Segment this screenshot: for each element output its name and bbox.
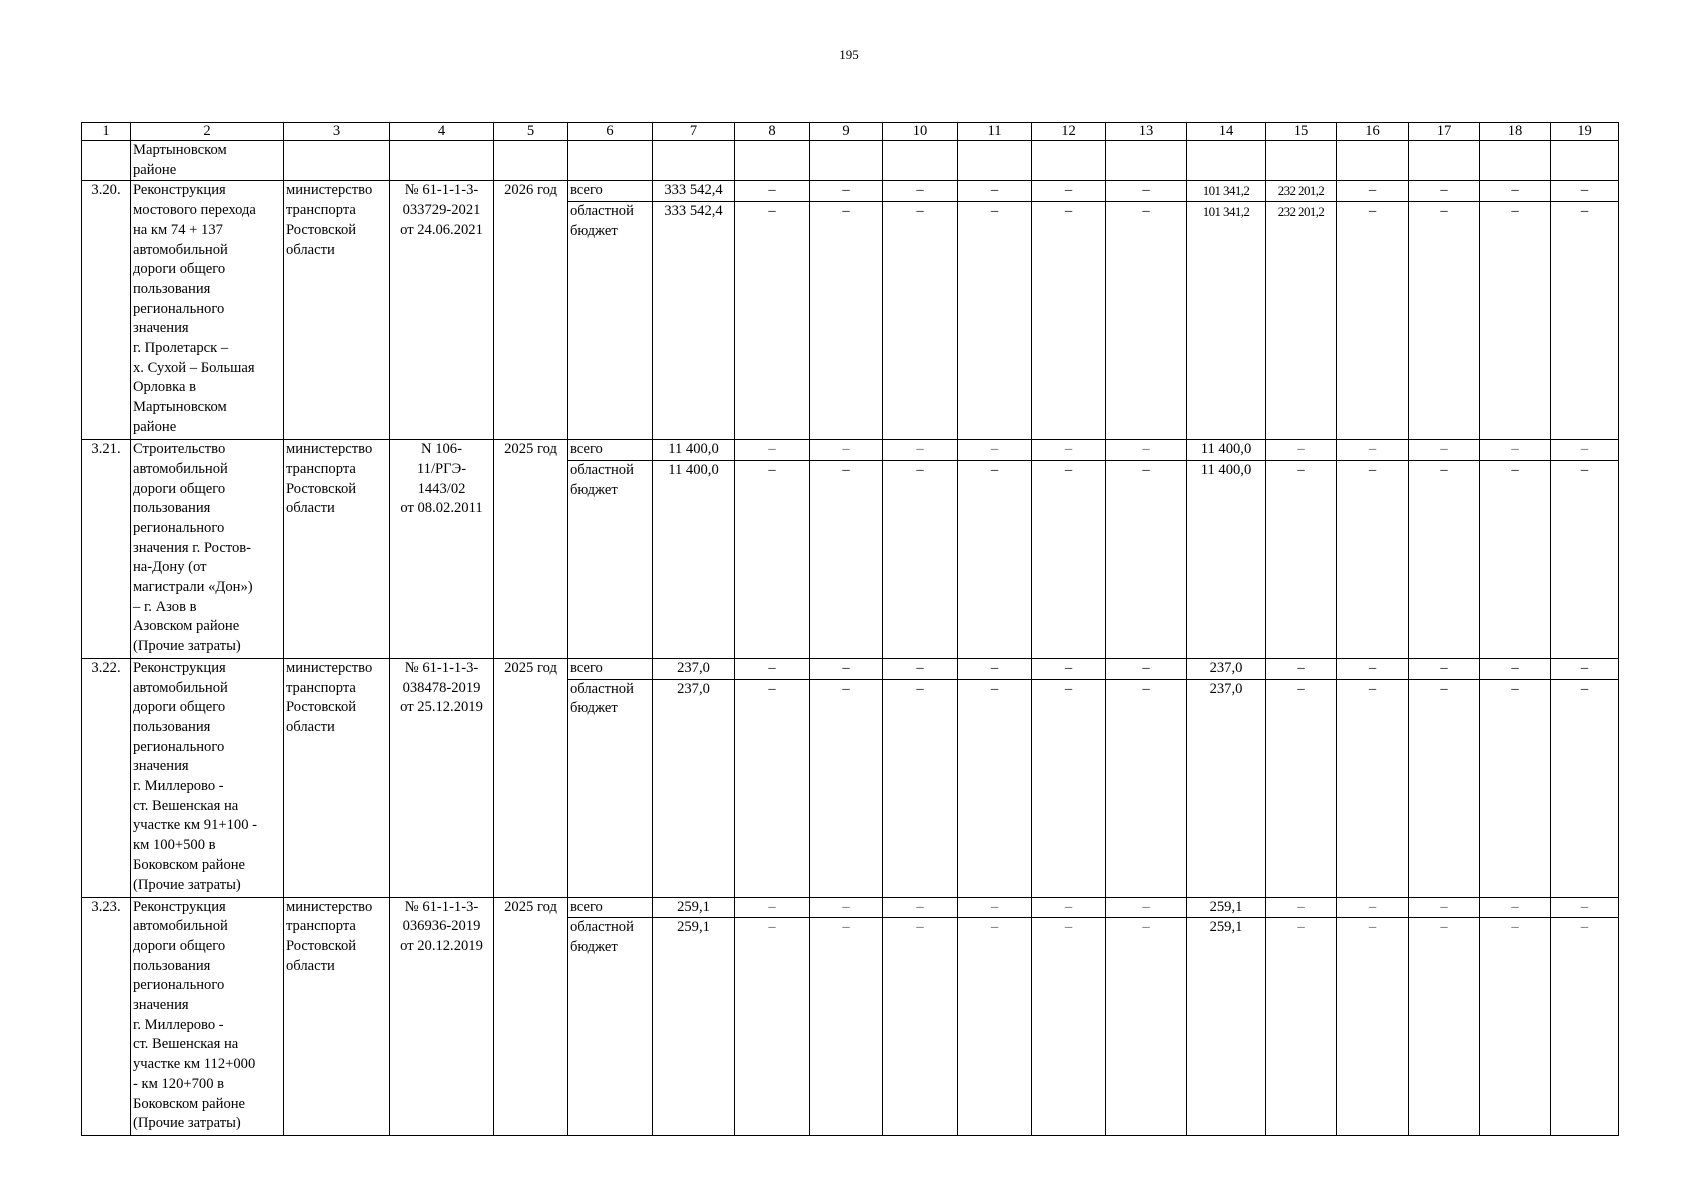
funding-source: областной бюджет — [568, 460, 653, 658]
entry-name: Строительство автомобильной дороги общего пользования регионального значения г. Ростов- на-Дону (от магистрали «Дон») – г. Азов в Азовском районе (Прочие затраты) — [131, 440, 284, 659]
entry-organization: министерство транспорта Ростовской области — [284, 181, 390, 440]
header-row — [82, 123, 1619, 141]
year-value-15: – — [1266, 460, 1337, 658]
year-value-12: – — [1032, 440, 1106, 461]
year-value-9: – — [810, 460, 883, 658]
year-value-8: – — [735, 679, 810, 897]
funding-source: всего — [568, 181, 653, 202]
funding-source: всего — [568, 440, 653, 461]
entry-number: 3.23. — [82, 897, 131, 1136]
year-value-19: – — [1551, 181, 1619, 202]
entry-organization: министерство транспорта Ростовской области — [284, 897, 390, 1136]
year-value-16: – — [1337, 460, 1409, 658]
year-value-19: – — [1551, 202, 1619, 440]
year-value-14: 101 341,2 — [1187, 181, 1266, 202]
year-value-14: 11 400,0 — [1187, 440, 1266, 461]
year-value-16: – — [1337, 202, 1409, 440]
column-header-16: 16 — [1337, 123, 1409, 141]
year-value-18: – — [1480, 897, 1551, 918]
year-value-13: – — [1106, 897, 1187, 918]
year-value-12: – — [1032, 181, 1106, 202]
year-value-12: – — [1032, 897, 1106, 918]
year-value-14: 259,1 — [1187, 897, 1266, 918]
year-value-9: – — [810, 658, 883, 679]
entry-year: 2025 год — [494, 440, 568, 659]
year-value-16: – — [1337, 181, 1409, 202]
entry-year: 2025 год — [494, 658, 568, 897]
entry-row-total — [82, 658, 1619, 679]
funding-source: всего — [568, 897, 653, 918]
year-value-19: – — [1551, 440, 1619, 461]
year-value-8: – — [735, 460, 810, 658]
continuation-name-cell: Мартыновском районе — [131, 141, 284, 181]
column-header-4: 4 — [390, 123, 494, 141]
year-value-14: 101 341,2 — [1187, 202, 1266, 440]
year-value-13: – — [1106, 202, 1187, 440]
column-header-5: 5 — [494, 123, 568, 141]
year-value-10: – — [883, 918, 958, 1136]
column-header-7: 7 — [653, 123, 735, 141]
year-value-13: – — [1106, 181, 1187, 202]
year-value-17: – — [1409, 181, 1480, 202]
column-header-11: 11 — [958, 123, 1032, 141]
year-value-11: – — [958, 918, 1032, 1136]
table-body — [82, 141, 1619, 1136]
year-value-8: – — [735, 658, 810, 679]
year-value-10: – — [883, 202, 958, 440]
column-header-3: 3 — [284, 123, 390, 141]
year-value-15: – — [1266, 440, 1337, 461]
total-value: 11 400,0 — [653, 460, 735, 658]
year-value-14: 237,0 — [1187, 658, 1266, 679]
year-value-11: – — [958, 460, 1032, 658]
year-value-13: – — [1106, 918, 1187, 1136]
year-value-15: – — [1266, 918, 1337, 1136]
year-value-18: – — [1480, 181, 1551, 202]
column-header-18: 18 — [1480, 123, 1551, 141]
entry-number: 3.20. — [82, 181, 131, 440]
year-value-13: – — [1106, 658, 1187, 679]
column-header-10: 10 — [883, 123, 958, 141]
column-header-15: 15 — [1266, 123, 1337, 141]
year-value-14: 237,0 — [1187, 679, 1266, 897]
year-value-11: – — [958, 897, 1032, 918]
year-value-17: – — [1409, 658, 1480, 679]
year-value-17: – — [1409, 202, 1480, 440]
year-value-18: – — [1480, 460, 1551, 658]
year-value-15: – — [1266, 679, 1337, 897]
year-value-18: – — [1480, 202, 1551, 440]
year-value-12: – — [1032, 202, 1106, 440]
year-value-12: – — [1032, 679, 1106, 897]
total-value: 259,1 — [653, 918, 735, 1136]
total-value: 333 542,4 — [653, 181, 735, 202]
entry-number: 3.22. — [82, 658, 131, 897]
year-value-16: – — [1337, 897, 1409, 918]
total-value: 237,0 — [653, 658, 735, 679]
entry-document: № 61-1-1-3- 036936-2019 от 20.12.2019 — [390, 897, 494, 1136]
year-value-8: – — [735, 181, 810, 202]
year-value-11: – — [958, 181, 1032, 202]
year-value-16: – — [1337, 658, 1409, 679]
year-value-19: – — [1551, 918, 1619, 1136]
program-table — [81, 122, 1619, 1136]
year-value-11: – — [958, 440, 1032, 461]
entry-year: 2025 год — [494, 897, 568, 1136]
year-value-15: – — [1266, 897, 1337, 918]
column-header-8: 8 — [735, 123, 810, 141]
entry-name: Реконструкция автомобильной дороги общего пользования регионального значения г. Миллерово - ст. Вешенская на участке км 112+000 - км 120+700 в Боковском районе (Прочие затраты) — [131, 897, 284, 1136]
entry-organization: министерство транспорта Ростовской области — [284, 658, 390, 897]
year-value-9: – — [810, 918, 883, 1136]
total-value: 333 542,4 — [653, 202, 735, 440]
year-value-9: – — [810, 202, 883, 440]
year-value-16: – — [1337, 440, 1409, 461]
year-value-9: – — [810, 181, 883, 202]
column-header-13: 13 — [1106, 123, 1187, 141]
year-value-12: – — [1032, 918, 1106, 1136]
continuation-num-cell — [82, 141, 131, 181]
column-header-14: 14 — [1187, 123, 1266, 141]
year-value-19: – — [1551, 658, 1619, 679]
entry-row-total — [82, 897, 1619, 918]
year-value-10: – — [883, 440, 958, 461]
year-value-18: – — [1480, 918, 1551, 1136]
year-value-8: – — [735, 897, 810, 918]
year-value-19: – — [1551, 679, 1619, 897]
entry-row-total — [82, 181, 1619, 202]
year-value-17: – — [1409, 918, 1480, 1136]
funding-source: всего — [568, 658, 653, 679]
entry-row-total — [82, 440, 1619, 461]
year-value-15: 232 201,2 — [1266, 202, 1337, 440]
column-number-header — [82, 123, 1619, 141]
year-value-11: – — [958, 679, 1032, 897]
entry-organization: министерство транспорта Ростовской области — [284, 440, 390, 659]
year-value-9: – — [810, 897, 883, 918]
year-value-10: – — [883, 658, 958, 679]
entry-name: Реконструкция автомобильной дороги общего пользования регионального значения г. Миллерово - ст. Вешенская на участке км 91+100 - км 100+500 в Боковском районе (Прочие затраты) — [131, 658, 284, 897]
year-value-17: – — [1409, 460, 1480, 658]
year-value-15: 232 201,2 — [1266, 181, 1337, 202]
funding-source: областной бюджет — [568, 918, 653, 1136]
year-value-18: – — [1480, 658, 1551, 679]
year-value-10: – — [883, 181, 958, 202]
year-value-10: – — [883, 460, 958, 658]
entry-name: Реконструкция мостового перехода на км 74 + 137 автомобильной дороги общего пользования регионального значения г. Пролетарск – х. Сухой – Большая Орловка в Мартыновском районе — [131, 181, 284, 440]
column-header-1: 1 — [82, 123, 131, 141]
year-value-18: – — [1480, 679, 1551, 897]
entry-document: № 61-1-1-3- 038478-2019 от 25.12.2019 — [390, 658, 494, 897]
year-value-10: – — [883, 679, 958, 897]
year-value-17: – — [1409, 897, 1480, 918]
total-value: 11 400,0 — [653, 440, 735, 461]
continuation-row — [82, 141, 1619, 181]
funding-source: областной бюджет — [568, 679, 653, 897]
year-value-17: – — [1409, 440, 1480, 461]
year-value-19: – — [1551, 460, 1619, 658]
year-value-18: – — [1480, 440, 1551, 461]
year-value-17: – — [1409, 679, 1480, 897]
total-value: 237,0 — [653, 679, 735, 897]
year-value-13: – — [1106, 679, 1187, 897]
column-header-17: 17 — [1409, 123, 1480, 141]
year-value-11: – — [958, 202, 1032, 440]
year-value-9: – — [810, 440, 883, 461]
funding-source: областной бюджет — [568, 202, 653, 440]
entry-number: 3.21. — [82, 440, 131, 659]
year-value-14: 11 400,0 — [1187, 460, 1266, 658]
year-value-8: – — [735, 202, 810, 440]
year-value-15: – — [1266, 658, 1337, 679]
year-value-14: 259,1 — [1187, 918, 1266, 1136]
year-value-13: – — [1106, 460, 1187, 658]
year-value-11: – — [958, 658, 1032, 679]
page-number: 195 — [839, 47, 859, 62]
year-value-8: – — [735, 440, 810, 461]
year-value-9: – — [810, 679, 883, 897]
entry-document: № 61-1-1-3- 033729-2021 от 24.06.2021 — [390, 181, 494, 440]
year-value-8: – — [735, 918, 810, 1136]
year-value-16: – — [1337, 679, 1409, 897]
column-header-9: 9 — [810, 123, 883, 141]
entry-year: 2026 год — [494, 181, 568, 440]
column-header-19: 19 — [1551, 123, 1619, 141]
year-value-10: – — [883, 897, 958, 918]
year-value-19: – — [1551, 897, 1619, 918]
year-value-16: – — [1337, 918, 1409, 1136]
column-header-12: 12 — [1032, 123, 1106, 141]
year-value-12: – — [1032, 658, 1106, 679]
year-value-12: – — [1032, 460, 1106, 658]
year-value-13: – — [1106, 440, 1187, 461]
column-header-2: 2 — [131, 123, 284, 141]
column-header-6: 6 — [568, 123, 653, 141]
entry-document: N 106- 11/РГЭ- 1443/02 от 08.02.2011 — [390, 440, 494, 659]
total-value: 259,1 — [653, 897, 735, 918]
